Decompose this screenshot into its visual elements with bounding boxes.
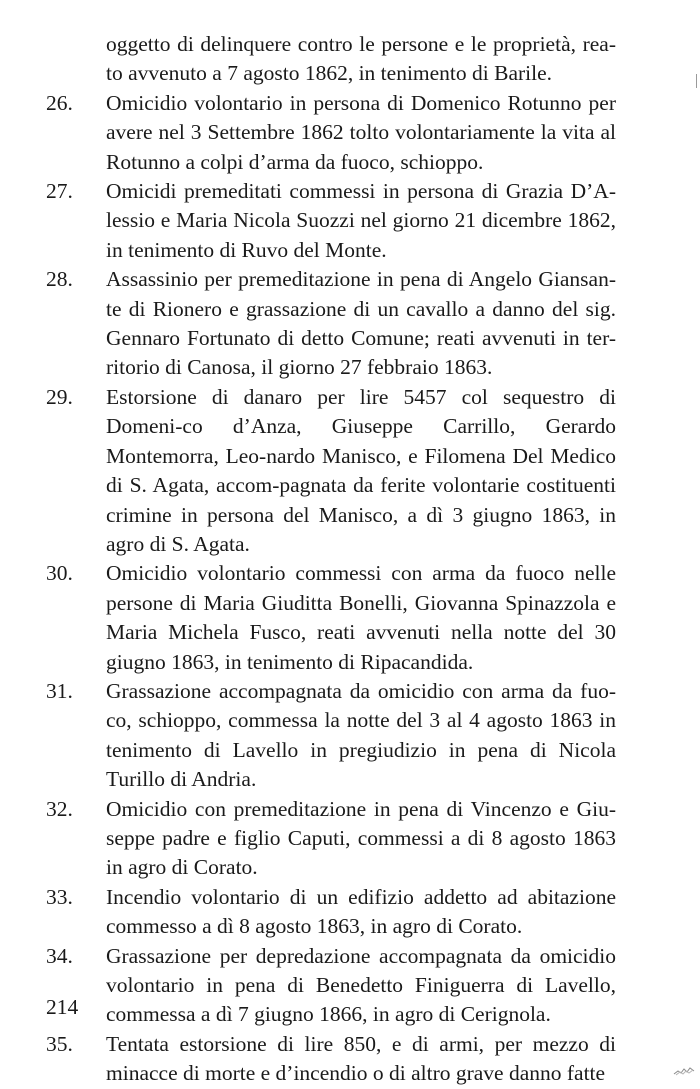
- entry-number: 26.: [46, 90, 73, 115]
- entry-number: 29.: [46, 384, 73, 409]
- entry-number: 30.: [46, 561, 73, 586]
- entry-number: 32.: [46, 796, 73, 821]
- entry-number: 33.: [46, 884, 73, 909]
- list-item-27: [46, 177, 616, 265]
- scan-edge-mark: [695, 74, 698, 88]
- list-item-29: [46, 383, 616, 559]
- entry-text: Estorsione di danaro per lire 5457 col sequestro di Domeni-co d’Anza, Giuseppe Carrillo, Gerardo Montemorra, Leo-nardo Manisco, e Filomena Del Medico di S. Agata, accom-pagnata da ferite volontarie costituenti crimine in persona del Manisco, a dì 3 giugno 1863, in agro di S. Agata.: [106, 384, 616, 556]
- list-item-34: [46, 942, 616, 1030]
- entry-text: Omicidio con premeditazione in pena di Vincenzo e Giu-seppe padre e figlio Caputi, commessi a di 8 agosto 1863 in agro di Corato.: [106, 796, 616, 880]
- list-item-33: [46, 883, 616, 942]
- entry-text: Grassazione accompagnata da omicidio con arma da fuo-co, schioppo, commessa la notte del 3 al 4 agosto 1863 in tenimento di Lavello in pregiudizio in pena di Nicola Turillo di Andria.: [106, 678, 616, 792]
- entry-text: Incendio volontario di un edifizio addetto ad abitazione commesso a dì 8 agosto 1863, in agro di Corato.: [106, 884, 616, 939]
- list-item-28: [46, 265, 616, 383]
- scan-artifact-mark: [672, 1062, 696, 1076]
- list-item-30: [46, 559, 616, 677]
- entry-number: 35.: [46, 1031, 73, 1056]
- entry-number: 27.: [46, 179, 73, 204]
- entry-number: 31.: [46, 678, 73, 703]
- continuation-paragraph: [106, 30, 616, 89]
- entry-text: Assassinio per premeditazione in pena di Angelo Giansan-te di Rionero e grassazione di un cavallo a danno del sig. Gennaro Fortunato di detto Comune; reati avvenuti in ter-ritorio di Canosa, il giorno 27 febbraio 1863.: [106, 267, 616, 380]
- list-item-32: [46, 795, 616, 883]
- entry-number: 34.: [46, 943, 73, 968]
- page-number: 214: [46, 995, 79, 1019]
- entry-text: Omicidi premeditati commessi in persona di Grazia D’A-lessio e Maria Nicola Suozzi nel giorno 21 dicembre 1862, in tenimento di Ruvo del Monte.: [106, 179, 616, 262]
- list-item-31: [46, 677, 616, 795]
- list-item-35: [46, 1030, 616, 1089]
- body-text: [46, 30, 616, 1089]
- entry-text: Omicidio volontario in persona di Domenico Rotunno per avere nel 3 Settembre 1862 tolto volontariamente la vita al Rotunno a colpi d’arma da fuoco, schioppo.: [106, 90, 616, 174]
- entry-text: Omicidio volontario commessi con arma da fuoco nelle persone di Maria Giuditta Bonelli, Giovanna Spinazzola e Maria Michela Fusco, reati avvenuti nella notte del 30 giugno 1863, in tenimento di Ripacandida.: [106, 561, 616, 674]
- entry-text: Tentata estorsione di lire 850, e di armi, per mezzo di minacce di morte e d’incendio o di altro grave danno fatte: [106, 1031, 616, 1086]
- entry-number: 28.: [46, 267, 73, 292]
- entry-text: Grassazione per depredazione accompagnata da omicidio volontario in pena di Benedetto Finiguerra di Lavello, commessa a dì 7 giugno 1866, in agro di Cerignola.: [106, 943, 616, 1027]
- list-item-26: [46, 89, 616, 177]
- continuation-text: oggetto di delinquere contro le persone e le proprietà, rea-to avvenuto a 7 agosto 1862, in tenimento di Barile.: [106, 32, 616, 86]
